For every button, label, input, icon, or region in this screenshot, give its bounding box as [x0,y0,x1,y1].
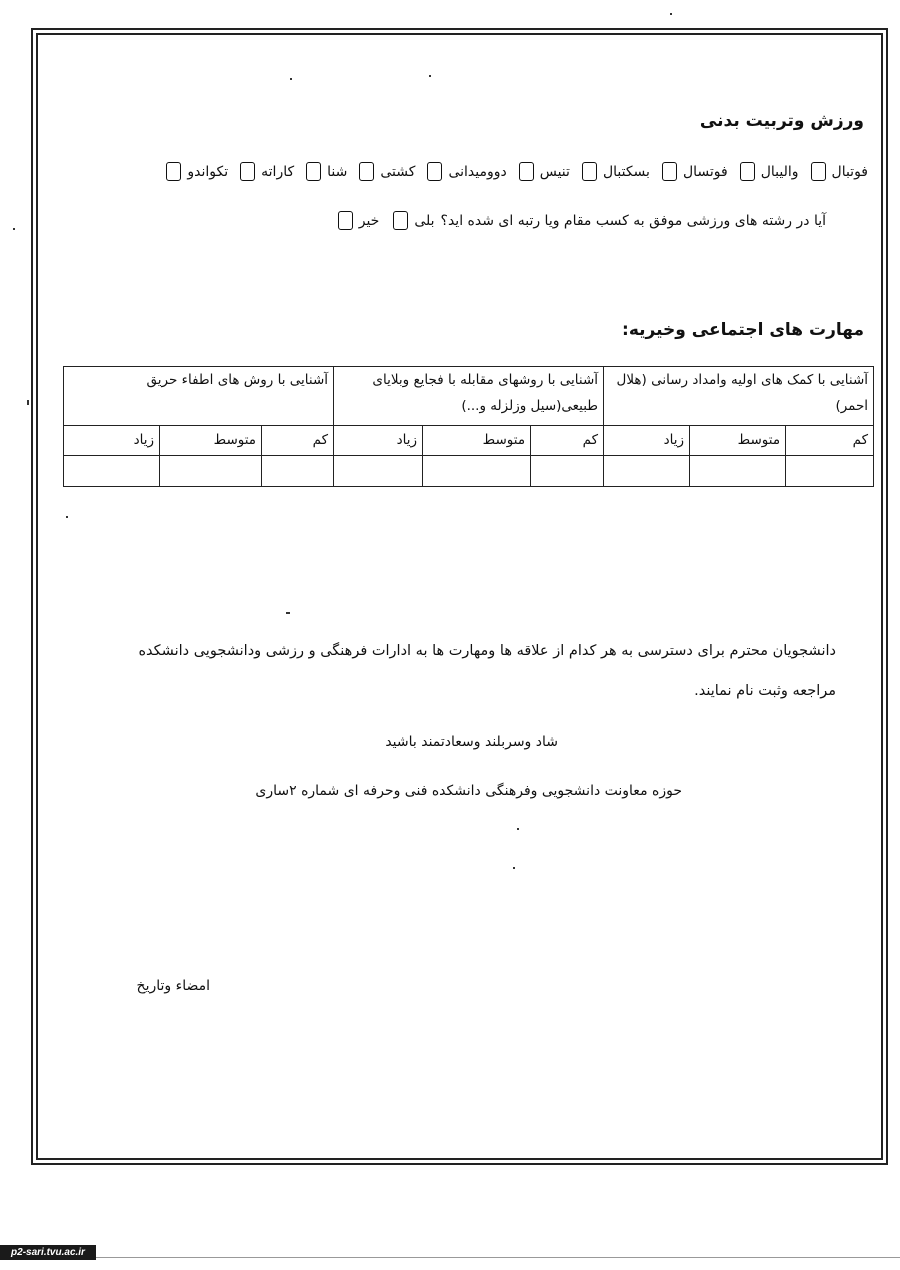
scan-speck [429,75,431,77]
sport-option-swimming[interactable]: شنا [300,162,347,181]
level-medium: متوسط [423,426,531,456]
table-input-row [64,456,874,487]
checkbox[interactable] [519,162,534,181]
skills-section-title: مهارت های اجتماعی وخیریه: [622,320,864,340]
table-header-row [64,367,874,426]
scan-speck [513,867,515,869]
level-low: کم [531,426,604,456]
scan-speck [13,228,15,230]
closing-greeting: شاد وسربلند وسعادتمند باشید [385,734,558,750]
level-medium: متوسط [160,426,262,456]
sport-option-football[interactable]: فوتبال [805,162,868,181]
table-cell-input[interactable] [262,456,334,487]
checkbox[interactable] [427,162,442,181]
level-high: زیاد [334,426,423,456]
skills-table [63,366,874,487]
scan-speck [290,78,292,80]
table-level-row [64,426,874,456]
checkbox[interactable] [359,162,374,181]
sports-options [154,162,868,181]
table-cell-input[interactable] [786,456,874,487]
sports-section-title: ورزش وتربیت بدنی [699,111,864,131]
table-cell-input[interactable] [160,456,262,487]
table-cell-input[interactable] [531,456,604,487]
no-checkbox[interactable] [338,211,353,230]
sport-option-taekwondo[interactable]: تکواندو [160,162,228,181]
checkbox[interactable] [740,162,755,181]
checkbox[interactable] [166,162,181,181]
yes-label: بلی [414,212,435,229]
no-label: خیر [358,212,380,229]
checkbox[interactable] [582,162,597,181]
level-low: کم [786,426,874,456]
checkbox[interactable] [306,162,321,181]
sport-option-wrestling[interactable]: کشتی [353,162,415,181]
checkbox[interactable] [240,162,255,181]
level-medium: متوسط [690,426,786,456]
table-cell-input[interactable] [604,456,690,487]
column-firefighting: آشنایی با روش های اطفاء حریق [64,367,334,426]
sport-option-karate[interactable]: کاراته [234,162,294,181]
sport-option-tennis[interactable]: تنیس [513,162,570,181]
table-cell-input[interactable] [64,456,160,487]
sport-option-basketball[interactable]: بسکتبال [576,162,650,181]
scan-speck [27,400,29,405]
scan-speck [66,516,68,518]
signature-date-label: امضاء وتاریخ [136,978,210,994]
checkbox[interactable] [662,162,677,181]
notice-line-1: دانشجویان محترم برای دسترسی به هر کدام از علاقه ها ومهارت ها به ادارات فرهنگی و رزشی ودانشجویی دانشکده [138,643,836,659]
footer-site-badge: p2-sari.tvu.ac.ir [0,1245,96,1260]
sport-option-athletics[interactable]: دوومیدانی [421,162,506,181]
column-first-aid: آشنایی با کمک های اولیه وامداد رسانی (هلال احمر) [604,367,874,426]
scan-speck [517,828,519,830]
scan-speck [670,13,672,15]
table-cell-input[interactable] [334,456,423,487]
table-cell-input[interactable] [690,456,786,487]
column-disaster-response: آشنایی با روشهای مقابله با فجایع وبلایای طبیعی(سیل وزلزله و...) [334,367,604,426]
issuing-office: حوزه معاونت دانشجویی وفرهنگی دانشکده فنی وحرفه ای شماره ۲ساری [255,783,682,799]
footer-line [96,1257,900,1258]
table-cell-input[interactable] [423,456,531,487]
scan-speck [286,612,290,614]
achievement-question-row [332,211,826,230]
checkbox[interactable] [811,162,826,181]
level-high: زیاد [604,426,690,456]
yes-checkbox[interactable] [393,211,408,230]
level-high: زیاد [64,426,160,456]
sport-option-futsal[interactable]: فوتسال [656,162,728,181]
achievement-question: آیا در رشته های ورزشی موفق به کسب مقام ویا رتبه ای شده اید؟ [440,212,826,229]
level-low: کم [262,426,334,456]
notice-line-2: مراجعه وثبت نام نمایند. [694,683,836,699]
sport-option-volleyball[interactable]: والیبال [734,162,799,181]
